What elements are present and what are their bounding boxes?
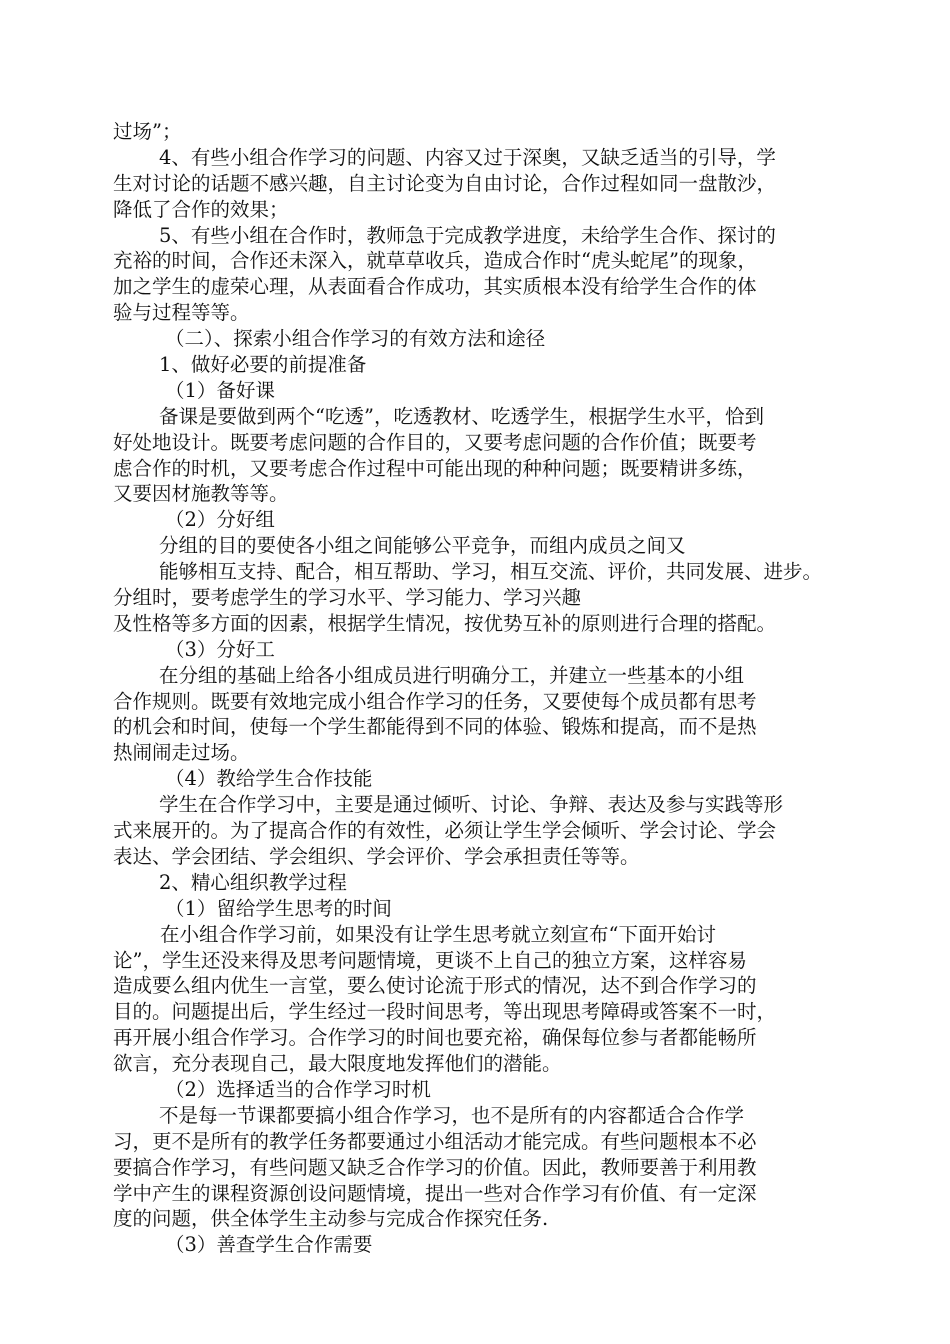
text-line: 虑合作的时机，又要考虑合作过程中可能出现的种种问题；既要精讲多练， xyxy=(113,456,757,480)
text-line: 分组的目的要使各小组之间能够公平竞争，而组内成员之间又 xyxy=(159,534,686,558)
text-line: 欲言，充分表现自己，最大限度地发挥他们的潜能。 xyxy=(113,1052,562,1076)
text-line: 习，更不是所有的教学任务都要通过小组活动才能完成。有些问题根本不必 xyxy=(113,1129,757,1153)
text-line: 2、精心组织教学过程 xyxy=(159,870,347,894)
text-line: 1、做好必要的前提准备 xyxy=(159,353,367,377)
text-line: 及性格等多方面的因素，根据学生情况，按优势互补的原则进行合理的搭配。 xyxy=(113,611,777,635)
text-line: （2）选择适当的合作学习时机 xyxy=(165,1077,431,1101)
text-line: 能够相互支持、配合，相互帮助、学习，相互交流、评价，共同发展、进步。 xyxy=(159,560,823,584)
text-line: 度的问题，供全体学生主动参与完成合作探究任务. xyxy=(113,1207,549,1231)
text-line: 学中产生的课程资源创设问题情境，提出一些对合作学习有价值、有一定深 xyxy=(113,1181,757,1205)
text-line: 式来展开的。为了提高合作的有效性，必须让学生学会倾听、学会讨论、学会 xyxy=(113,819,777,843)
text-line: 又要因材施教等等。 xyxy=(113,482,289,506)
text-line: （2）分好组 xyxy=(165,508,275,532)
text-line: （3）分好工 xyxy=(165,637,275,661)
text-line: 加之学生的虚荣心理，从表面看合作成功，其实质根本没有给学生合作的体 xyxy=(113,275,757,299)
text-line: 验与过程等等。 xyxy=(113,301,250,325)
text-line: （4）教给学生合作技能 xyxy=(165,767,373,791)
text-line: 过场”； xyxy=(113,120,182,143)
text-line: 备课是要做到两个“吃透”，吃透教材、吃透学生，根据学生水平，恰到 xyxy=(159,404,764,428)
text-line: （3）善查学生合作需要 xyxy=(165,1233,373,1257)
text-line: 5、有些小组在合作时，教师急于完成教学进度，未给学生合作、探讨的 xyxy=(159,223,776,247)
text-line: 好处地设计。既要考虑问题的合作目的，又要考虑问题的合作价值；既要考 xyxy=(113,430,757,454)
text-line: 表达、学会团结、学会组织、学会评价、学会承担责任等等。 xyxy=(113,844,640,868)
text-line: （1）备好课 xyxy=(165,378,275,402)
text-line: 合作规则。既要有效地完成小组合作学习的任务，又要使每个成员都有思考 xyxy=(113,689,757,713)
text-line: 分组时，要考虑学生的学习水平、学习能力、学习兴趣 xyxy=(113,586,582,610)
text-line: 降低了合作的效果； xyxy=(113,197,289,221)
text-line: 生对讨论的话题不感兴趣，自主讨论变为自由讨论，合作过程如同一盘散沙， xyxy=(113,171,777,195)
text-line: 造成要么组内优生一言堂，要么使讨论流于形式的情况，达不到合作学习的 xyxy=(113,974,757,998)
text-line: 再开展小组合作学习。合作学习的时间也要充裕，确保每位参与者都能畅所 xyxy=(113,1026,757,1050)
text-line: 目的。问题提出后，学生经过一段时间思考，等出现思考障碍或答案不一时， xyxy=(113,1000,777,1024)
text-line: 不是每一节课都要搞小组合作学习，也不是所有的内容都适合合作学 xyxy=(159,1103,745,1127)
text-line: （1）留给学生思考的时间 xyxy=(165,896,392,920)
document-body xyxy=(113,119,850,1258)
text-line: 论”，学生还没来得及思考问题情境，更谈不上自己的独立方案，这样容易 xyxy=(113,948,747,972)
text-line: 在小组合作学习前，如果没有让学生思考就立刻宣布“下面开始讨 xyxy=(160,922,716,946)
text-line: 热闹闹走过场。 xyxy=(113,741,250,765)
text-line: 要搞合作学习，有些问题又缺乏合作学习的价值。因此，教师要善于利用教 xyxy=(113,1155,757,1179)
text-line: 学生在合作学习中，主要是通过倾听、讨论、争辩、表达及参与实践等形 xyxy=(159,793,784,817)
text-line: 的机会和时间，使每一个学生都能得到不同的体验、锻炼和提高，而不是热 xyxy=(113,715,757,739)
text-line: （二）、探索小组合作学习的有效方法和途径 xyxy=(165,327,546,351)
text-line: 充裕的时间，合作还未深入，就草草收兵，造成合作时“虎头蛇尾”的现象， xyxy=(113,249,757,273)
text-line: 在分组的基础上给各小组成员进行明确分工，并建立一些基本的小组 xyxy=(159,663,745,687)
text-line: 4、有些小组合作学习的问题、内容又过于深奥，又缺乏适当的引导，学 xyxy=(159,145,776,169)
